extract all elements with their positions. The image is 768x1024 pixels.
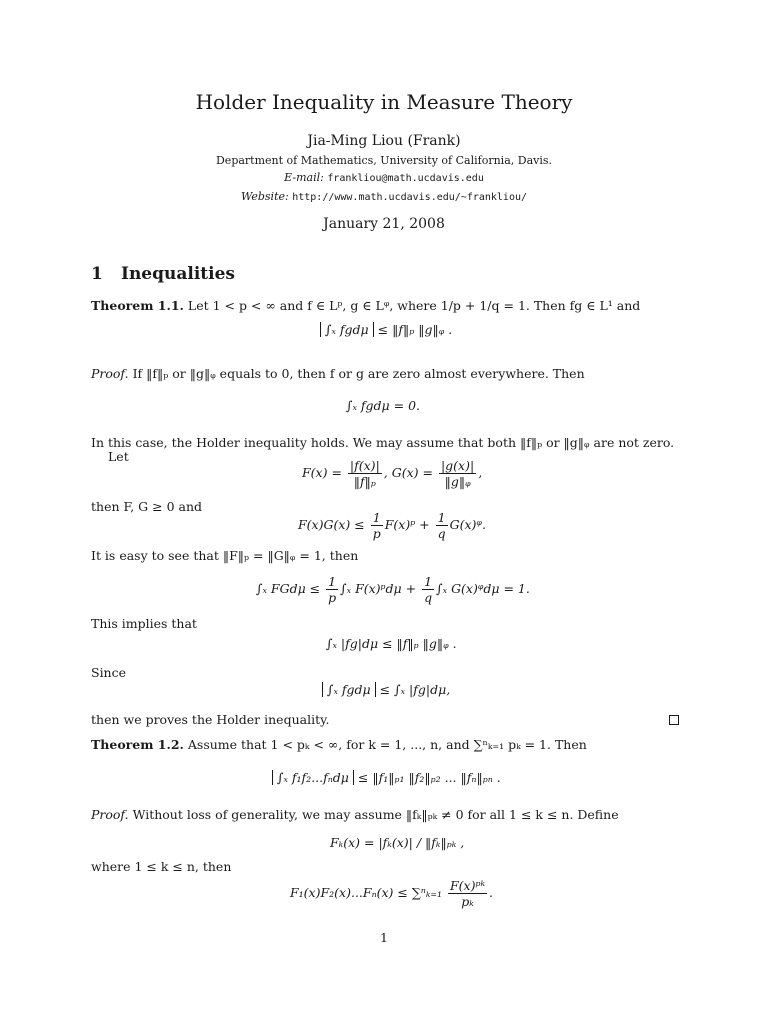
equation-3 <box>302 458 482 489</box>
eq4-term2: G(x)ᵠ. <box>449 517 486 532</box>
theorem-2-text: Assume that 1 < pₖ < ∞, for k = 1, ..., n, and ∑ⁿₖ₌₁ pₖ = 1. Then <box>187 737 587 752</box>
eq3-left: F(x) = <box>302 465 342 480</box>
eq4-frac-q-den: q <box>437 526 446 541</box>
eq4-left: F(x)G(x) ≤ <box>298 517 365 532</box>
eq4-frac-p-den: p <box>372 526 381 541</box>
eq5-frac-q <box>422 574 434 605</box>
proof-2-text: Without loss of generality, we may assume ‖fₖ‖ₚₖ ≠ 0 for all 1 ≤ k ≤ n. Define <box>132 807 619 822</box>
equation-1-rhs: ≤ ‖f‖ₚ ‖g‖ᵩ . <box>377 322 453 337</box>
website-line <box>0 190 768 203</box>
theorem-1-label: Theorem 1.1. <box>91 298 184 313</box>
eq4-frac-p-num: 1 <box>371 510 383 526</box>
eq10-left: F₁(x)F₂(x)...Fₙ(x) ≤ ∑ⁿₖ₌₁ <box>290 885 443 900</box>
page-number: 1 <box>380 930 388 945</box>
section-title: Inequalities <box>121 264 236 284</box>
email-label: E-mail: <box>284 171 324 184</box>
text-let: Let <box>108 449 129 464</box>
equation-8-abs: ∫ₓ f₁f₂...fₙdμ <box>272 770 354 785</box>
eq3-num-f: |f(x)| <box>349 458 380 473</box>
text-implies: This implies that <box>91 616 197 631</box>
eq4-term1: F(x)ᵖ + <box>384 517 430 532</box>
eq10-end: . <box>489 885 494 900</box>
department: Department of Mathematics, University of California, Davis. <box>215 154 552 167</box>
date: January 21, 2008 <box>323 216 445 232</box>
section-number: 1 <box>91 264 103 284</box>
eq5-frac-p <box>326 574 338 605</box>
website-url: http://www.math.ucdavis.edu/~frankliou/ <box>292 192 528 203</box>
eq3-num-g: |g(x)| <box>440 458 475 473</box>
eq5-mid: ∫ₓ F(x)ᵖdμ + <box>340 581 417 596</box>
equation-6: ∫ₓ |fg|dμ ≤ ‖f‖ₚ ‖g‖ᵩ . <box>326 636 457 651</box>
text-where: where 1 ≤ k ≤ n, then <box>91 859 232 874</box>
text-case: In this case, the Holder inequality holds. We may assume that both ‖f‖ₚ or ‖g‖ᵩ are not zero. <box>91 435 675 450</box>
eq3-den-f: ‖f‖ₚ <box>353 474 376 489</box>
theorem-1 <box>91 298 640 313</box>
eq10-frac <box>448 878 487 909</box>
text-then: then F, G ≥ 0 and <box>91 499 203 514</box>
text-easy: It is easy to see that ‖F‖ₚ = ‖G‖ᵩ = 1, then <box>91 548 359 563</box>
theorem-2 <box>91 737 587 752</box>
email-address: frankliou@math.ucdavis.edu <box>327 173 484 184</box>
eq4-frac-q <box>436 510 448 541</box>
theorem-1-text: Let 1 < p < ∞ and f ∈ Lᵖ, g ∈ Lᵠ, where 1/p + 1/q = 1. Then fg ∈ L¹ and <box>187 298 641 313</box>
equation-5 <box>256 574 530 605</box>
eq4-frac-p <box>371 510 383 541</box>
eq3-fraction-g <box>439 458 476 489</box>
eq5-frac-p-den: p <box>328 590 337 605</box>
eq5-left: ∫ₓ FGdμ ≤ <box>256 581 321 596</box>
equation-2: ∫ₓ fgdμ = 0. <box>346 398 421 413</box>
equation-1 <box>320 322 452 337</box>
eq3-end: , <box>478 465 483 480</box>
equation-8-rhs: ≤ ‖f₁‖ₚ₁ ‖f₂‖ₚ₂ ... ‖fₙ‖ₚₙ . <box>357 770 501 785</box>
proof-1 <box>91 366 585 381</box>
eq3-mid: , G(x) = <box>383 465 433 480</box>
equation-9: Fₖ(x) = |fₖ(x)| / ‖fₖ‖ₚₖ , <box>330 835 465 850</box>
website-label: Website: <box>240 190 289 203</box>
eq10-num: F(x)ᵖᵏ <box>450 878 486 893</box>
theorem-2-label: Theorem 1.2. <box>91 737 184 752</box>
equation-10 <box>290 878 493 909</box>
eq10-den: pₖ <box>461 894 474 909</box>
paper-title: Holder Inequality in Measure Theory <box>195 90 573 114</box>
eq5-frac-p-num: 1 <box>326 574 338 590</box>
author: Jia-Ming Liou (Frank) <box>307 133 461 149</box>
text-since: Since <box>91 665 127 680</box>
equation-7 <box>322 682 450 697</box>
equation-4 <box>298 510 486 541</box>
proof-2 <box>91 807 619 822</box>
equation-7-abs: ∫ₓ fgdμ <box>322 682 376 697</box>
eq5-frac-q-den: q <box>424 590 433 605</box>
equation-1-abs: ∫ₓ fgdμ <box>320 322 374 337</box>
eq3-fraction-f <box>348 458 382 489</box>
proof-2-label: Proof. <box>91 807 129 822</box>
eq3-den-g: ‖g‖ᵩ <box>444 474 471 489</box>
equation-8 <box>272 770 501 785</box>
proof-1-label: Proof. <box>91 366 129 381</box>
eq4-frac-q-num: 1 <box>436 510 448 526</box>
email-line <box>0 171 768 184</box>
qed-box <box>669 715 679 725</box>
text-proves: then we proves the Holder inequality. <box>91 712 330 727</box>
equation-7-rhs: ≤ ∫ₓ |fg|dμ, <box>379 682 451 697</box>
proof-1-text: If ‖f‖ₚ or ‖g‖ᵩ equals to 0, then f or g are zero almost everywhere. Then <box>132 366 585 381</box>
section-heading <box>91 264 235 284</box>
eq5-right: ∫ₓ G(x)ᵠdμ = 1. <box>436 581 530 596</box>
eq5-frac-q-num: 1 <box>422 574 434 590</box>
